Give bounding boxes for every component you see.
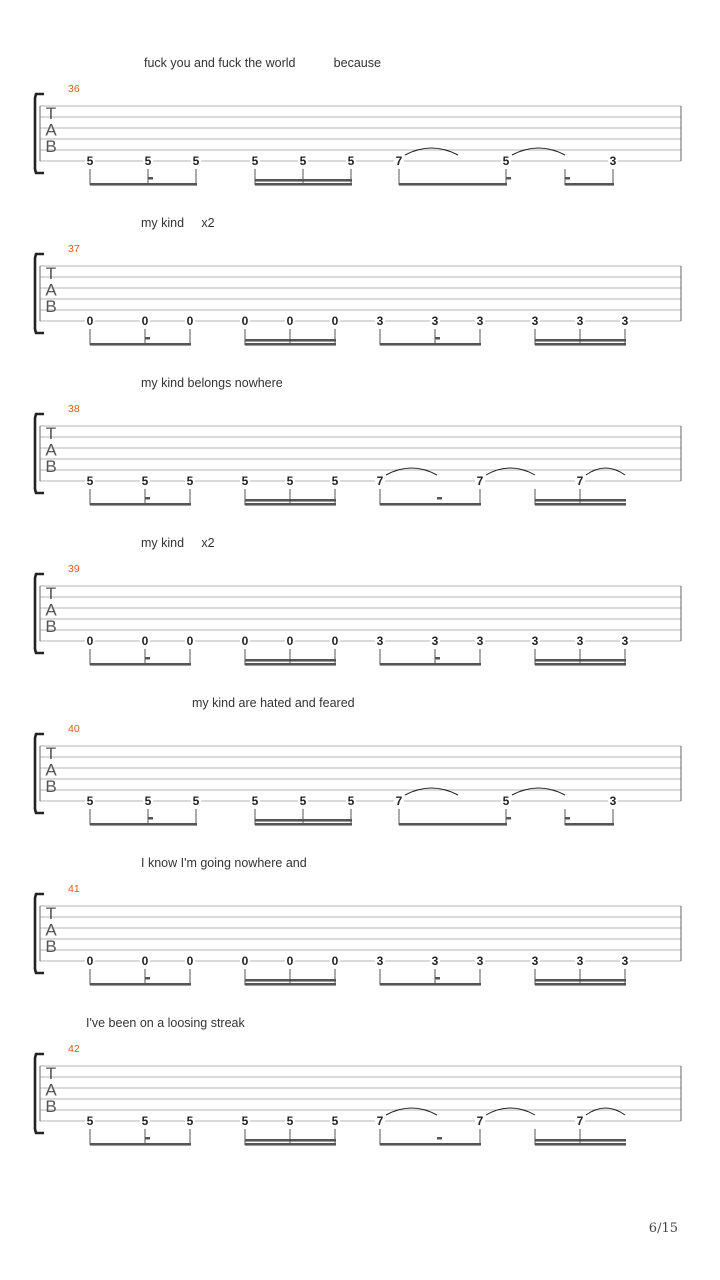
fret-number: 5 — [186, 474, 194, 488]
tab-staff — [0, 886, 720, 996]
fret-number: 7 — [395, 794, 403, 808]
tie-arc — [386, 1108, 437, 1115]
measure-number: 42 — [68, 1043, 80, 1055]
beam — [90, 1143, 191, 1146]
fret-number: 0 — [286, 634, 294, 648]
sixteenth-flag — [148, 817, 153, 820]
sixteenth-flag — [145, 337, 150, 340]
beam — [245, 503, 336, 506]
tie-arc — [486, 1108, 535, 1115]
fret-number: 3 — [576, 634, 584, 648]
fret-number: 0 — [86, 634, 94, 648]
fret-number: 5 — [141, 474, 149, 488]
lyric-line: fuck you and fuck the world because — [144, 56, 381, 70]
beam — [565, 823, 614, 826]
tie-arc — [405, 148, 458, 155]
sixteenth-flag — [506, 817, 511, 820]
fret-number: 0 — [286, 314, 294, 328]
tab-clef-letter: B — [45, 297, 57, 316]
measure-number: 40 — [68, 723, 80, 735]
beam — [245, 983, 336, 986]
lyric-line: my kind x2 — [141, 216, 215, 230]
beam — [380, 1143, 481, 1146]
tab-clef-letter: A — [45, 920, 57, 940]
fret-number: 5 — [144, 794, 152, 808]
lyric-line: my kind are hated and feared — [192, 696, 355, 710]
beam — [535, 503, 626, 506]
tab-clef-letter: T — [45, 584, 57, 603]
fret-number: 3 — [531, 634, 539, 648]
beam — [380, 663, 481, 666]
sixteenth-flag — [145, 497, 150, 500]
fret-number: 0 — [186, 954, 194, 968]
beam — [245, 659, 336, 662]
fret-number: 0 — [331, 314, 339, 328]
sixteenth-flag — [145, 657, 150, 660]
tab-clef-letter: T — [45, 744, 57, 763]
fret-number: 3 — [576, 954, 584, 968]
sixteenth-flag — [435, 977, 440, 980]
sixteenth-flag — [145, 1137, 150, 1140]
fret-number: 0 — [241, 634, 249, 648]
tie-arc — [586, 1108, 625, 1115]
measure-number: 36 — [68, 83, 80, 95]
fret-number: 5 — [141, 1114, 149, 1128]
fret-number: 0 — [331, 634, 339, 648]
fret-number: 3 — [431, 314, 439, 328]
tie-arc — [486, 468, 535, 475]
sixteenth-flag — [148, 177, 153, 180]
fret-number: 7 — [376, 474, 384, 488]
fret-number: 3 — [609, 154, 617, 168]
measure-number: 38 — [68, 403, 80, 415]
fret-number: 7 — [476, 474, 484, 488]
tab-staff — [0, 406, 720, 516]
measure-number: 37 — [68, 243, 80, 255]
sixteenth-flag — [437, 1137, 442, 1140]
tab-clef-letter: B — [45, 457, 57, 476]
fret-number: 0 — [286, 954, 294, 968]
tab-clef-letter: B — [45, 137, 57, 156]
tab-clef-letter: A — [45, 600, 57, 620]
tie-arc — [512, 148, 565, 155]
beam — [245, 979, 336, 982]
fret-number: 5 — [299, 154, 307, 168]
fret-number: 7 — [395, 154, 403, 168]
fret-number: 0 — [241, 314, 249, 328]
fret-number: 5 — [86, 474, 94, 488]
fret-number: 5 — [347, 794, 355, 808]
tab-staff — [0, 246, 720, 356]
beam — [245, 339, 336, 342]
fret-number: 7 — [376, 1114, 384, 1128]
tie-arc — [586, 468, 625, 475]
page-number: 6/15 — [648, 1221, 678, 1236]
beam — [399, 823, 507, 826]
fret-number: 3 — [431, 954, 439, 968]
fret-number: 0 — [141, 954, 149, 968]
fret-number: 5 — [86, 154, 94, 168]
measure-number: 41 — [68, 883, 80, 895]
tab-staff — [0, 1046, 720, 1156]
tie-arc — [405, 788, 458, 795]
tab-staff — [0, 726, 720, 836]
fret-number: 5 — [241, 474, 249, 488]
fret-number: 3 — [531, 314, 539, 328]
fret-number: 5 — [86, 1114, 94, 1128]
fret-number: 5 — [286, 1114, 294, 1128]
tab-staff — [0, 86, 720, 196]
fret-number: 5 — [251, 794, 259, 808]
fret-number: 3 — [376, 954, 384, 968]
beam — [535, 1143, 626, 1146]
lyric-line: I know I'm going nowhere and — [141, 856, 307, 870]
lyric-line: my kind x2 — [141, 536, 215, 550]
tab-clef-letter: A — [45, 760, 57, 780]
tie-arc — [512, 788, 565, 795]
fret-number: 0 — [141, 634, 149, 648]
tab-staff — [0, 566, 720, 676]
fret-number: 5 — [331, 474, 339, 488]
fret-number: 3 — [576, 314, 584, 328]
fret-number: 0 — [86, 314, 94, 328]
fret-number: 5 — [192, 794, 200, 808]
fret-number: 3 — [609, 794, 617, 808]
tab-clef-letter: A — [45, 440, 57, 460]
beam — [380, 983, 481, 986]
beam — [535, 983, 626, 986]
fret-number: 3 — [476, 954, 484, 968]
tab-clef-letter: T — [45, 264, 57, 283]
beam — [535, 1139, 626, 1142]
beam — [380, 343, 481, 346]
fret-number: 3 — [476, 314, 484, 328]
fret-number: 5 — [286, 474, 294, 488]
fret-number: 3 — [531, 954, 539, 968]
sixteenth-flag — [435, 657, 440, 660]
tie-arc — [386, 468, 437, 475]
fret-number: 3 — [621, 634, 629, 648]
fret-number: 3 — [376, 634, 384, 648]
beam — [255, 179, 352, 182]
sixteenth-flag — [565, 817, 570, 820]
beam — [245, 1143, 336, 1146]
beam — [535, 339, 626, 342]
sixteenth-flag — [435, 337, 440, 340]
tab-clef-letter: A — [45, 1080, 57, 1100]
fret-number: 3 — [431, 634, 439, 648]
measure-number: 39 — [68, 563, 80, 575]
sixteenth-flag — [145, 977, 150, 980]
beam — [535, 663, 626, 666]
fret-number: 0 — [141, 314, 149, 328]
fret-number: 5 — [502, 794, 510, 808]
beam — [90, 823, 197, 826]
lyric-line: I've been on a loosing streak — [86, 1016, 245, 1030]
fret-number: 3 — [621, 954, 629, 968]
fret-number: 5 — [331, 1114, 339, 1128]
fret-number: 0 — [86, 954, 94, 968]
fret-number: 5 — [502, 154, 510, 168]
beam — [565, 183, 614, 186]
beam — [90, 983, 191, 986]
tab-clef-letter: A — [45, 120, 57, 140]
fret-number: 7 — [576, 1114, 584, 1128]
fret-number: 7 — [476, 1114, 484, 1128]
beam — [255, 183, 352, 186]
beam — [380, 503, 481, 506]
tab-clef-letter: T — [45, 1064, 57, 1083]
tab-clef-letter: A — [45, 280, 57, 300]
fret-number: 3 — [621, 314, 629, 328]
fret-number: 0 — [331, 954, 339, 968]
tab-clef-letter: B — [45, 617, 57, 636]
beam — [90, 183, 197, 186]
fret-number: 5 — [347, 154, 355, 168]
fret-number: 3 — [376, 314, 384, 328]
fret-number: 5 — [144, 154, 152, 168]
beam — [399, 183, 507, 186]
lyric-line: my kind belongs nowhere — [141, 376, 283, 390]
sixteenth-flag — [565, 177, 570, 180]
beam — [245, 1139, 336, 1142]
beam — [535, 979, 626, 982]
beam — [535, 343, 626, 346]
beam — [255, 819, 352, 822]
fret-number: 5 — [192, 154, 200, 168]
beam — [245, 499, 336, 502]
fret-number: 5 — [86, 794, 94, 808]
fret-number: 5 — [186, 1114, 194, 1128]
fret-number: 3 — [476, 634, 484, 648]
sixteenth-flag — [506, 177, 511, 180]
fret-number: 5 — [241, 1114, 249, 1128]
tab-clef-letter: B — [45, 777, 57, 796]
beam — [245, 663, 336, 666]
tab-clef-letter: T — [45, 904, 57, 923]
fret-number: 5 — [299, 794, 307, 808]
fret-number: 0 — [186, 634, 194, 648]
beam — [255, 823, 352, 826]
fret-number: 7 — [576, 474, 584, 488]
beam — [90, 343, 191, 346]
tab-clef-letter: T — [45, 104, 57, 123]
beam — [245, 343, 336, 346]
beam — [90, 503, 191, 506]
tab-clef-letter: B — [45, 937, 57, 956]
beam — [535, 499, 626, 502]
beam — [90, 663, 191, 666]
beam — [535, 659, 626, 662]
fret-number: 0 — [241, 954, 249, 968]
fret-number: 0 — [186, 314, 194, 328]
fret-number: 5 — [251, 154, 259, 168]
tab-clef-letter: T — [45, 424, 57, 443]
sixteenth-flag — [437, 497, 442, 500]
tab-clef-letter: B — [45, 1097, 57, 1116]
